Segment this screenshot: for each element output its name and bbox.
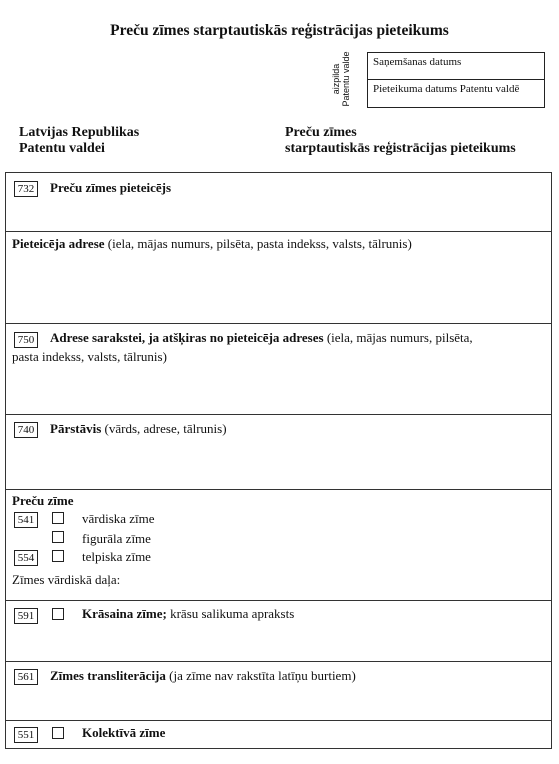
representative-section[interactable]: [6, 415, 551, 490]
colour-mark-checkbox[interactable]: [52, 608, 64, 620]
received-date-field[interactable]: [368, 53, 544, 80]
office-use-box: [367, 52, 545, 108]
transliteration-section[interactable]: [6, 662, 551, 721]
office-use-label-line1: aizpilda: [331, 63, 341, 95]
inid-code-561: 561: [14, 669, 38, 685]
inid-code-551: 551: [14, 727, 38, 743]
application-form: [5, 172, 552, 749]
filing-date-label: Pieteikuma datums Patentu valdē: [373, 83, 520, 95]
correspondence-heading: [50, 329, 545, 347]
addressee: [19, 125, 139, 157]
colour-heading: [82, 605, 294, 623]
mark-heading: Preču zīme: [12, 493, 74, 508]
inid-code-732: 732: [14, 181, 38, 197]
colour-hint: krāsu salikuma apraksts: [166, 606, 295, 621]
correspondence-section[interactable]: [6, 324, 551, 415]
collective-section: [6, 721, 551, 748]
applicant-address-heading: [12, 235, 542, 253]
collective-mark-checkbox[interactable]: [52, 727, 64, 739]
office-use-label-line2: Patentu valde: [341, 51, 351, 107]
page-title: Preču zīmes starptautiskās reģistrācijas pieteikums: [110, 22, 449, 39]
correspondence-hint-line2: pasta indekss, valsts, tālrunis): [12, 349, 167, 364]
inid-code-591: 591: [14, 608, 38, 624]
inid-code-750: 750: [14, 332, 38, 348]
filing-date-field[interactable]: [368, 80, 544, 107]
received-date-label: Saņemšanas datums: [373, 56, 462, 68]
representative-label: Pārstāvis: [50, 421, 102, 436]
figurative-mark-checkbox[interactable]: [52, 531, 64, 543]
applicant-address-hint: (iela, mājas numurs, pilsēta, pasta indekss, valsts, tālrunis): [104, 236, 412, 251]
colour-label: Krāsaina zīme;: [82, 606, 167, 621]
correspondence-label: Adrese sarakstei, ja atšķiras no pieteicēja adreses: [50, 330, 324, 345]
collective-mark-label: Kolektīvā zīme: [82, 725, 166, 740]
applicant-address-label: Pieteicēja adrese: [12, 236, 105, 251]
colour-section[interactable]: [6, 601, 551, 662]
applicant-label: Preču zīmes pieteicējs: [50, 180, 172, 195]
representative-hint: (vārds, adrese, tālrunis): [101, 421, 227, 436]
three-d-mark-label: telpiska zīme: [82, 549, 151, 564]
applicant-section[interactable]: [6, 173, 551, 232]
subject-line1: Preču zīmes: [285, 125, 357, 140]
three-d-mark-checkbox[interactable]: [52, 550, 64, 562]
addressee-line2: Patentu valdei: [19, 141, 105, 156]
addressee-line1: Latvijas Republikas: [19, 125, 140, 140]
transliteration-hint: (ja zīme nav rakstīta latīņu burtiem): [165, 668, 356, 683]
verbal-part-label: Zīmes vārdiskā daļa:: [12, 572, 121, 587]
inid-code-740: 740: [14, 422, 38, 438]
correspondence-hint: (iela, mājas numurs, pilsēta,: [323, 330, 473, 345]
inid-code-554: 554: [14, 550, 38, 566]
subject-line2: starptautiskās reģistrācijas pieteikums: [285, 141, 516, 156]
word-mark-label: vārdiska zīme: [82, 511, 155, 526]
mark-section: [6, 490, 551, 601]
transliteration-label: Zīmes transliterācija: [50, 668, 166, 683]
representative-heading: [50, 420, 227, 438]
subject: [285, 125, 516, 157]
inid-code-541: 541: [14, 512, 38, 528]
transliteration-heading: [50, 667, 356, 685]
applicant-address-section[interactable]: [6, 232, 551, 324]
word-mark-checkbox[interactable]: [52, 512, 64, 524]
figurative-mark-label: figurāla zīme: [82, 531, 151, 546]
